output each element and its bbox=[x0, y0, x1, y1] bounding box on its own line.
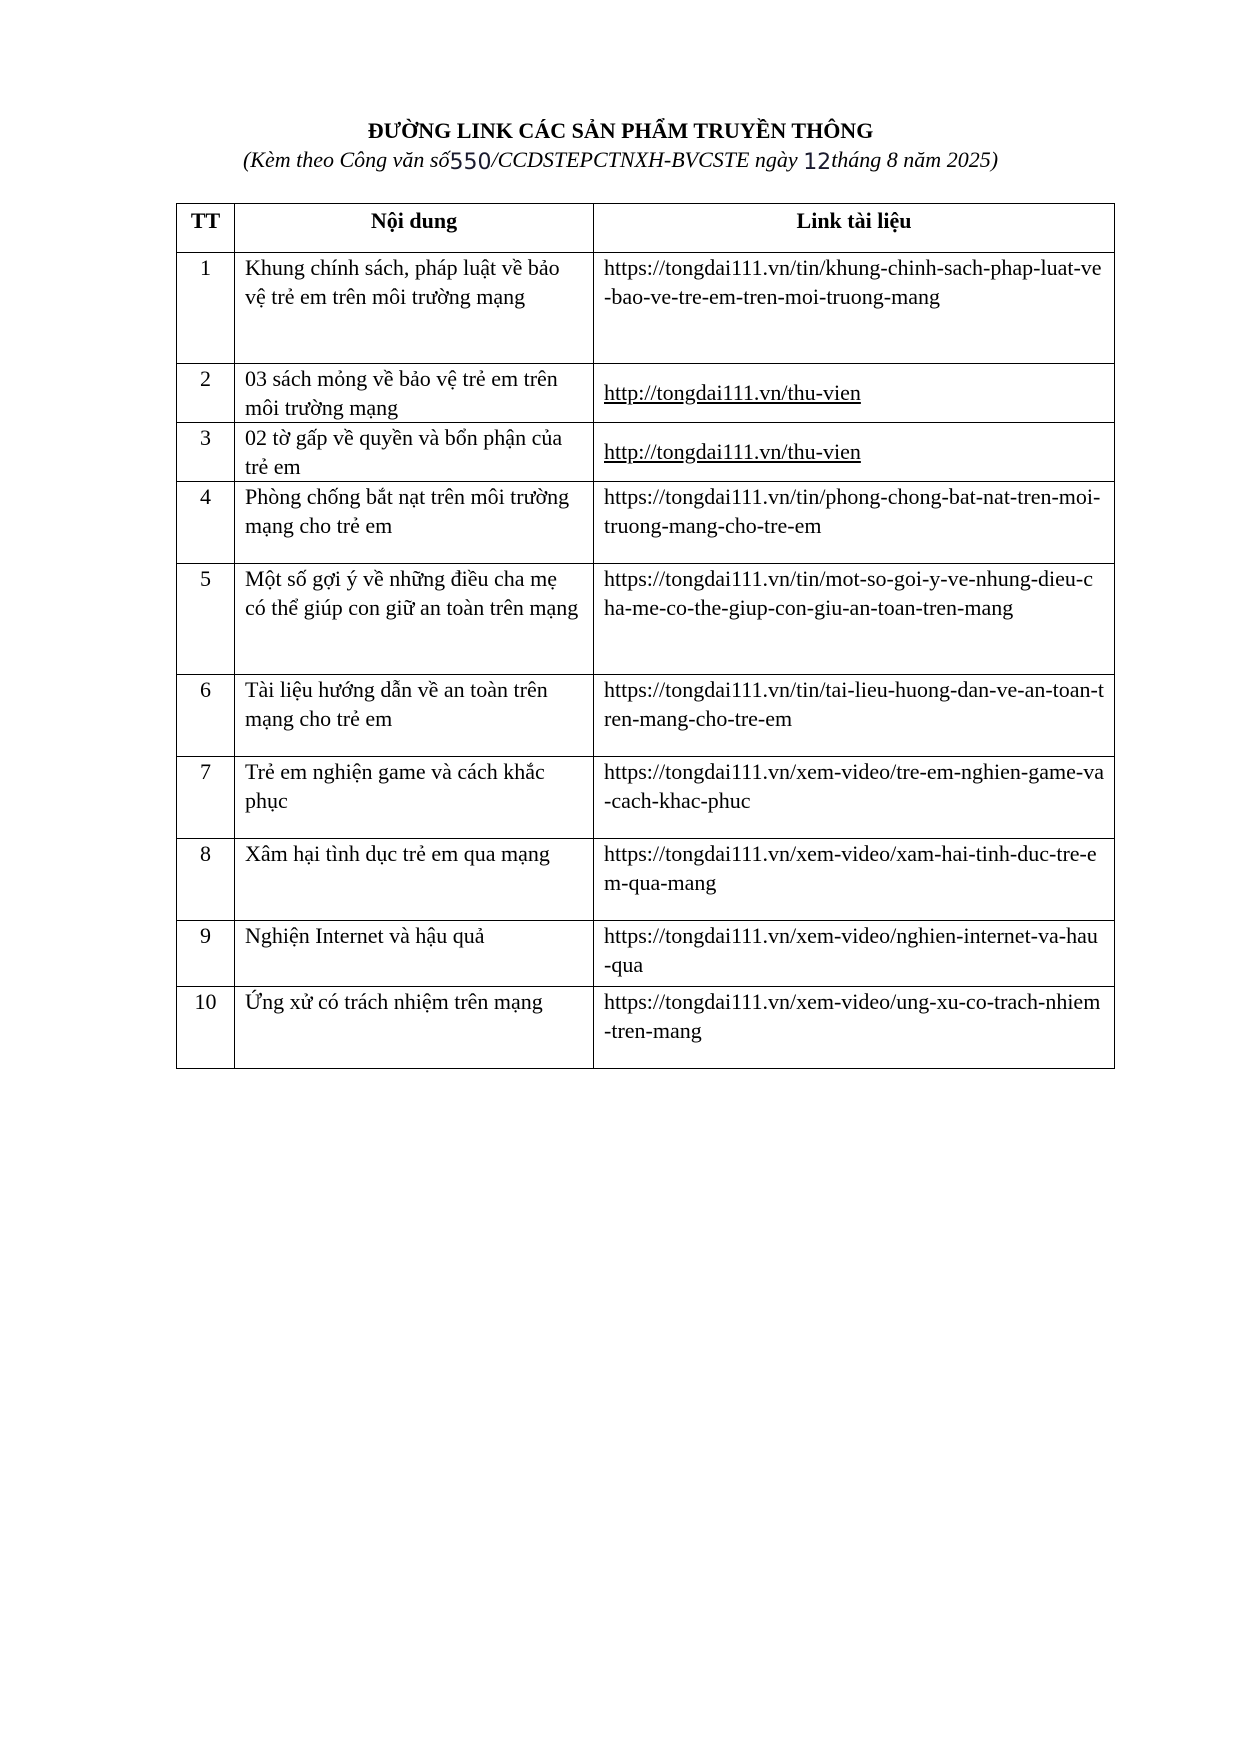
document-title: ĐƯỜNG LINK CÁC SẢN PHẨM TRUYỀN THÔNG bbox=[367, 118, 874, 143]
row-link[interactable]: http://tongdai111.vn/thu-vien bbox=[604, 439, 861, 464]
row-link-cell bbox=[594, 423, 1115, 482]
table-header-row bbox=[177, 204, 1115, 253]
row-content: 03 sách mỏng về bảo vệ trẻ em trên môi trường mạng bbox=[235, 364, 594, 423]
subtitle-part2: /CCDSTEPCTNXH-BVCSTE ngày bbox=[491, 147, 798, 172]
row-content: 02 tờ gấp về quyền và bổn phận của trẻ em bbox=[235, 423, 594, 482]
header-link: Link tài liệu bbox=[594, 204, 1115, 253]
header-tt: TT bbox=[177, 204, 235, 253]
handwritten-day: 12 bbox=[803, 150, 832, 175]
row-content: Nghiện Internet và hậu quả bbox=[235, 921, 594, 987]
row-number: 8 bbox=[177, 839, 235, 921]
row-content: Tài liệu hướng dẫn về an toàn trên mạng cho trẻ em bbox=[235, 675, 594, 757]
row-content: Một số gợi ý về những điều cha mẹ có thể giúp con giữ an toàn trên mạng bbox=[235, 564, 594, 675]
subtitle-part1: (Kèm theo Công văn số bbox=[242, 147, 450, 172]
row-link[interactable]: https://tongdai111.vn/tin/phong-chong-bat-nat-tren-moi-truong-mang-cho-tre-em bbox=[594, 482, 1115, 564]
table-row bbox=[177, 675, 1115, 757]
table-row bbox=[177, 364, 1115, 423]
table-row bbox=[177, 423, 1115, 482]
row-number: 2 bbox=[177, 364, 235, 423]
row-content: Xâm hại tình dục trẻ em qua mạng bbox=[235, 839, 594, 921]
row-content: Phòng chống bắt nạt trên môi trường mạng cho trẻ em bbox=[235, 482, 594, 564]
row-link-cell bbox=[594, 364, 1115, 423]
row-number: 6 bbox=[177, 675, 235, 757]
row-number: 10 bbox=[177, 987, 235, 1069]
row-link[interactable]: https://tongdai111.vn/xem-video/nghien-internet-va-hau-qua bbox=[594, 921, 1115, 987]
document-subtitle bbox=[0, 146, 1241, 175]
row-number: 7 bbox=[177, 757, 235, 839]
row-link[interactable]: https://tongdai111.vn/tin/khung-chinh-sach-phap-luat-ve-bao-ve-tre-em-tren-moi-truong-mang bbox=[594, 253, 1115, 364]
row-link[interactable]: https://tongdai111.vn/tin/tai-lieu-huong-dan-ve-an-toan-tren-mang-cho-tre-em bbox=[594, 675, 1115, 757]
row-number: 5 bbox=[177, 564, 235, 675]
table-row bbox=[177, 253, 1115, 364]
table-row bbox=[177, 482, 1115, 564]
table-row bbox=[177, 921, 1115, 987]
row-number: 4 bbox=[177, 482, 235, 564]
row-link[interactable]: https://tongdai111.vn/xem-video/xam-hai-tinh-duc-tre-em-qua-mang bbox=[594, 839, 1115, 921]
row-number: 3 bbox=[177, 423, 235, 482]
row-link[interactable]: http://tongdai111.vn/thu-vien bbox=[604, 380, 861, 405]
table-row bbox=[177, 564, 1115, 675]
row-content: Trẻ em nghiện game và cách khắc phục bbox=[235, 757, 594, 839]
row-number: 9 bbox=[177, 921, 235, 987]
row-content: Ứng xử có trách nhiệm trên mạng bbox=[235, 987, 594, 1069]
row-link[interactable]: https://tongdai111.vn/xem-video/tre-em-nghien-game-va-cach-khac-phuc bbox=[594, 757, 1115, 839]
row-number: 1 bbox=[177, 253, 235, 364]
links-table bbox=[176, 203, 1115, 1069]
table-row bbox=[177, 757, 1115, 839]
header-content: Nội dung bbox=[235, 204, 594, 253]
row-content: Khung chính sách, pháp luật về bảo vệ trẻ em trên môi trường mạng bbox=[235, 253, 594, 364]
table-row bbox=[177, 987, 1115, 1069]
table-row bbox=[177, 839, 1115, 921]
row-link[interactable]: https://tongdai111.vn/xem-video/ung-xu-co-trach-nhiem-tren-mang bbox=[594, 987, 1115, 1069]
handwritten-doc-number: 550 bbox=[449, 150, 492, 175]
subtitle-part3: tháng 8 năm 2025) bbox=[831, 147, 999, 172]
row-link[interactable]: https://tongdai111.vn/tin/mot-so-goi-y-ve-nhung-dieu-cha-me-co-the-giup-con-giu-an-toan-tren-mang bbox=[594, 564, 1115, 675]
